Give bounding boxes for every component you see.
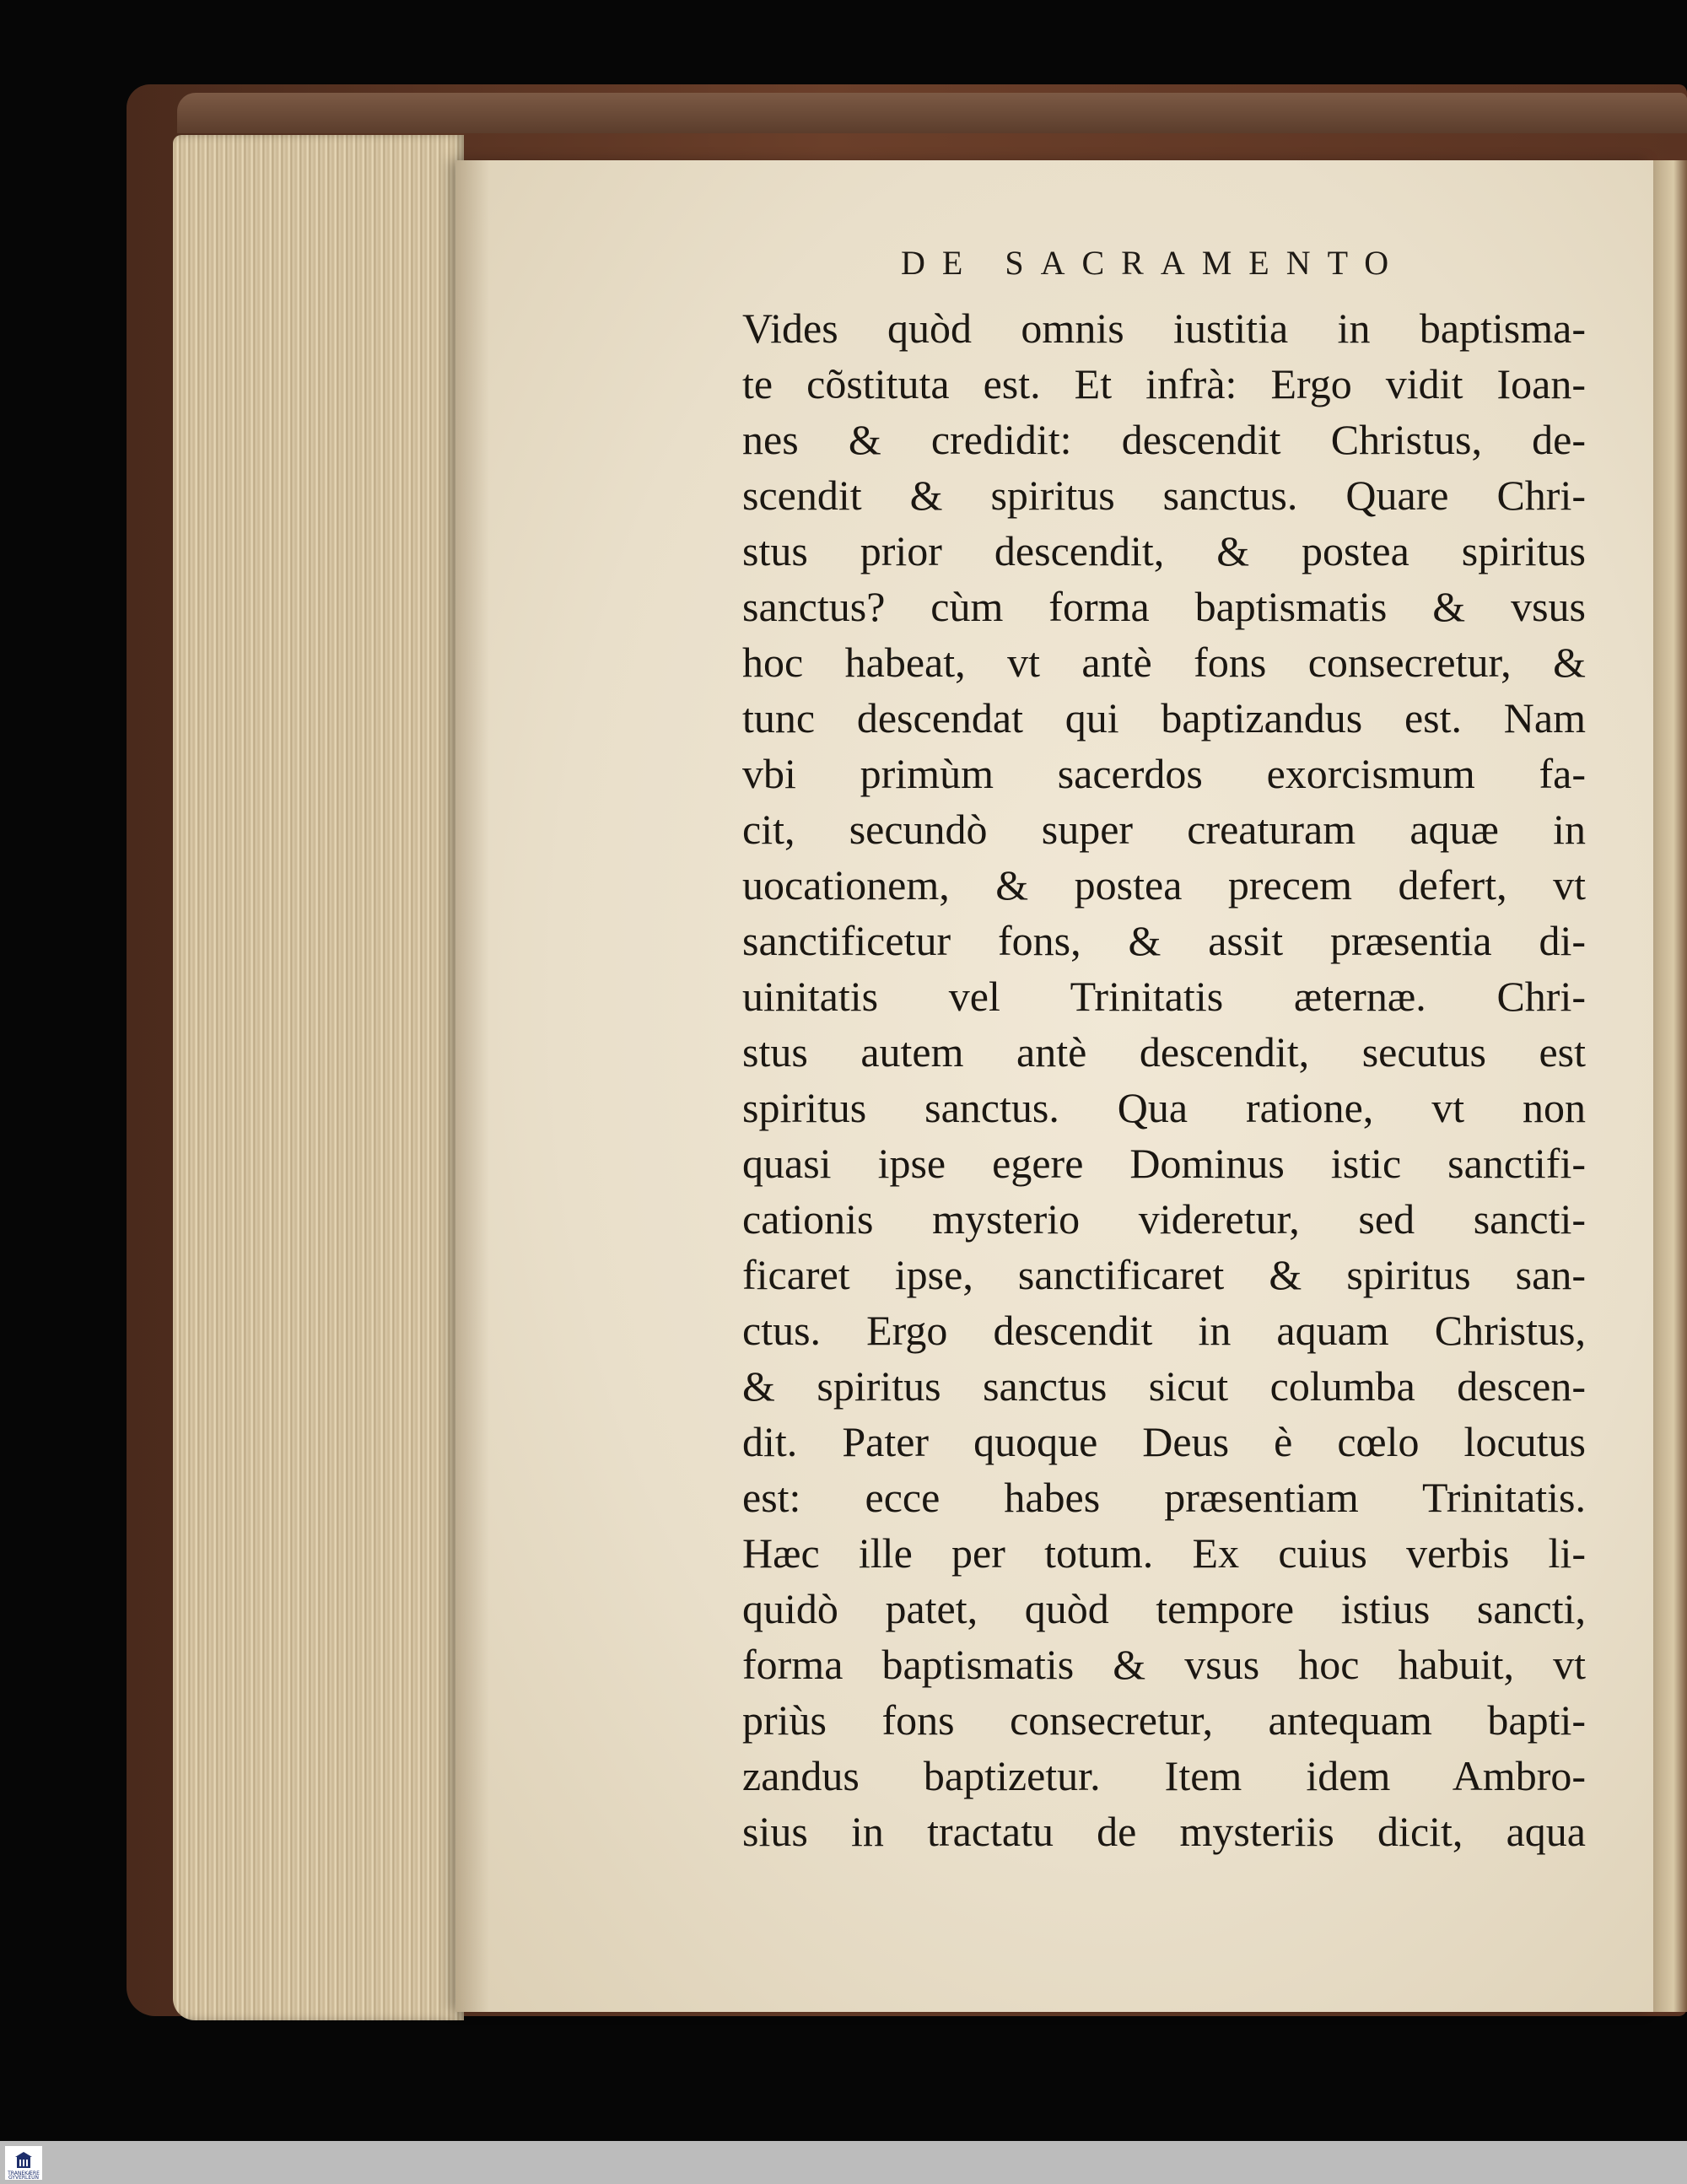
library-logo-text: TRANEKÆRE GYVERLEUN [8,2171,40,2181]
text-line: cit, secundò super creaturam aquæ in [742,806,1586,853]
text-line: nes & credidit: descendit Christus, de- [742,416,1586,463]
text-line: zandus baptizetur. Item idem Ambro- [742,1752,1586,1799]
running-head: DE SACRAMENTO [901,244,1406,282]
viewer-footer-bar [0,2141,1687,2184]
text-line: scendit & spiritus sanctus. Quare Chri- [742,472,1586,519]
text-line: stus prior descendit, & postea spiritus [742,527,1586,574]
text-line: sanctificetur fons, & assit præsentia di- [742,917,1586,964]
library-logo[interactable] [5,2146,42,2180]
text-line: priùs fons consecretur, antequam bapti- [742,1696,1586,1744]
text-line: ficaret ipse, sanctificaret & spiritus san- [742,1251,1586,1298]
text-line: uocationem, & postea precem defert, vt [742,861,1586,909]
text-line: stus autem antè descendit, secutus est [742,1028,1586,1076]
text-line: dit. Pater quoque Deus è cœlo locutus [742,1418,1586,1465]
text-line: ctus. Ergo descendit in aquam Christus, [742,1307,1586,1354]
library-building-icon [14,2151,33,2170]
text-line: tunc descendat qui baptizandus est. Nam [742,694,1586,741]
text-line: uinitatis vel Trinitatis æternæ. Chri- [742,973,1586,1020]
text-line: Hæc ille per totum. Ex cuius verbis li- [742,1529,1586,1577]
text-line: quasi ipse egere Dominus istic sanctifi- [742,1140,1586,1187]
facing-page-edge [1653,160,1687,2012]
text-line: hoc habeat, vt antè fons consecretur, & [742,639,1586,686]
text-line: quidò patet, quòd tempore istius sancti, [742,1585,1586,1632]
text-line: Vides quòd omnis iustitia in baptisma- [742,305,1586,352]
text-line: & spiritus sanctus sicut columba descen- [742,1362,1586,1410]
text-line: te cõstituta est. Et infrà: Ergo vidit Ioan- [742,360,1586,407]
text-line: sius in tractatu de mysteriis dicit, aqua [742,1808,1586,1855]
text-line: est: ecce habes præsentiam Trinitatis. [742,1474,1586,1521]
book-cover-top-edge [177,93,1687,133]
page-edges [173,135,464,2020]
text-line: forma baptismatis & vsus hoc habuit, vt [742,1641,1586,1688]
text-block [742,300,1586,1859]
text-line: cationis mysterio videretur, sed sancti- [742,1195,1586,1243]
text-line: vbi primùm sacerdos exorcismum fa- [742,750,1586,797]
text-line: sanctus? cùm forma baptismatis & vsus [742,583,1586,630]
text-line: spiritus sanctus. Qua ratione, vt non [742,1084,1586,1131]
